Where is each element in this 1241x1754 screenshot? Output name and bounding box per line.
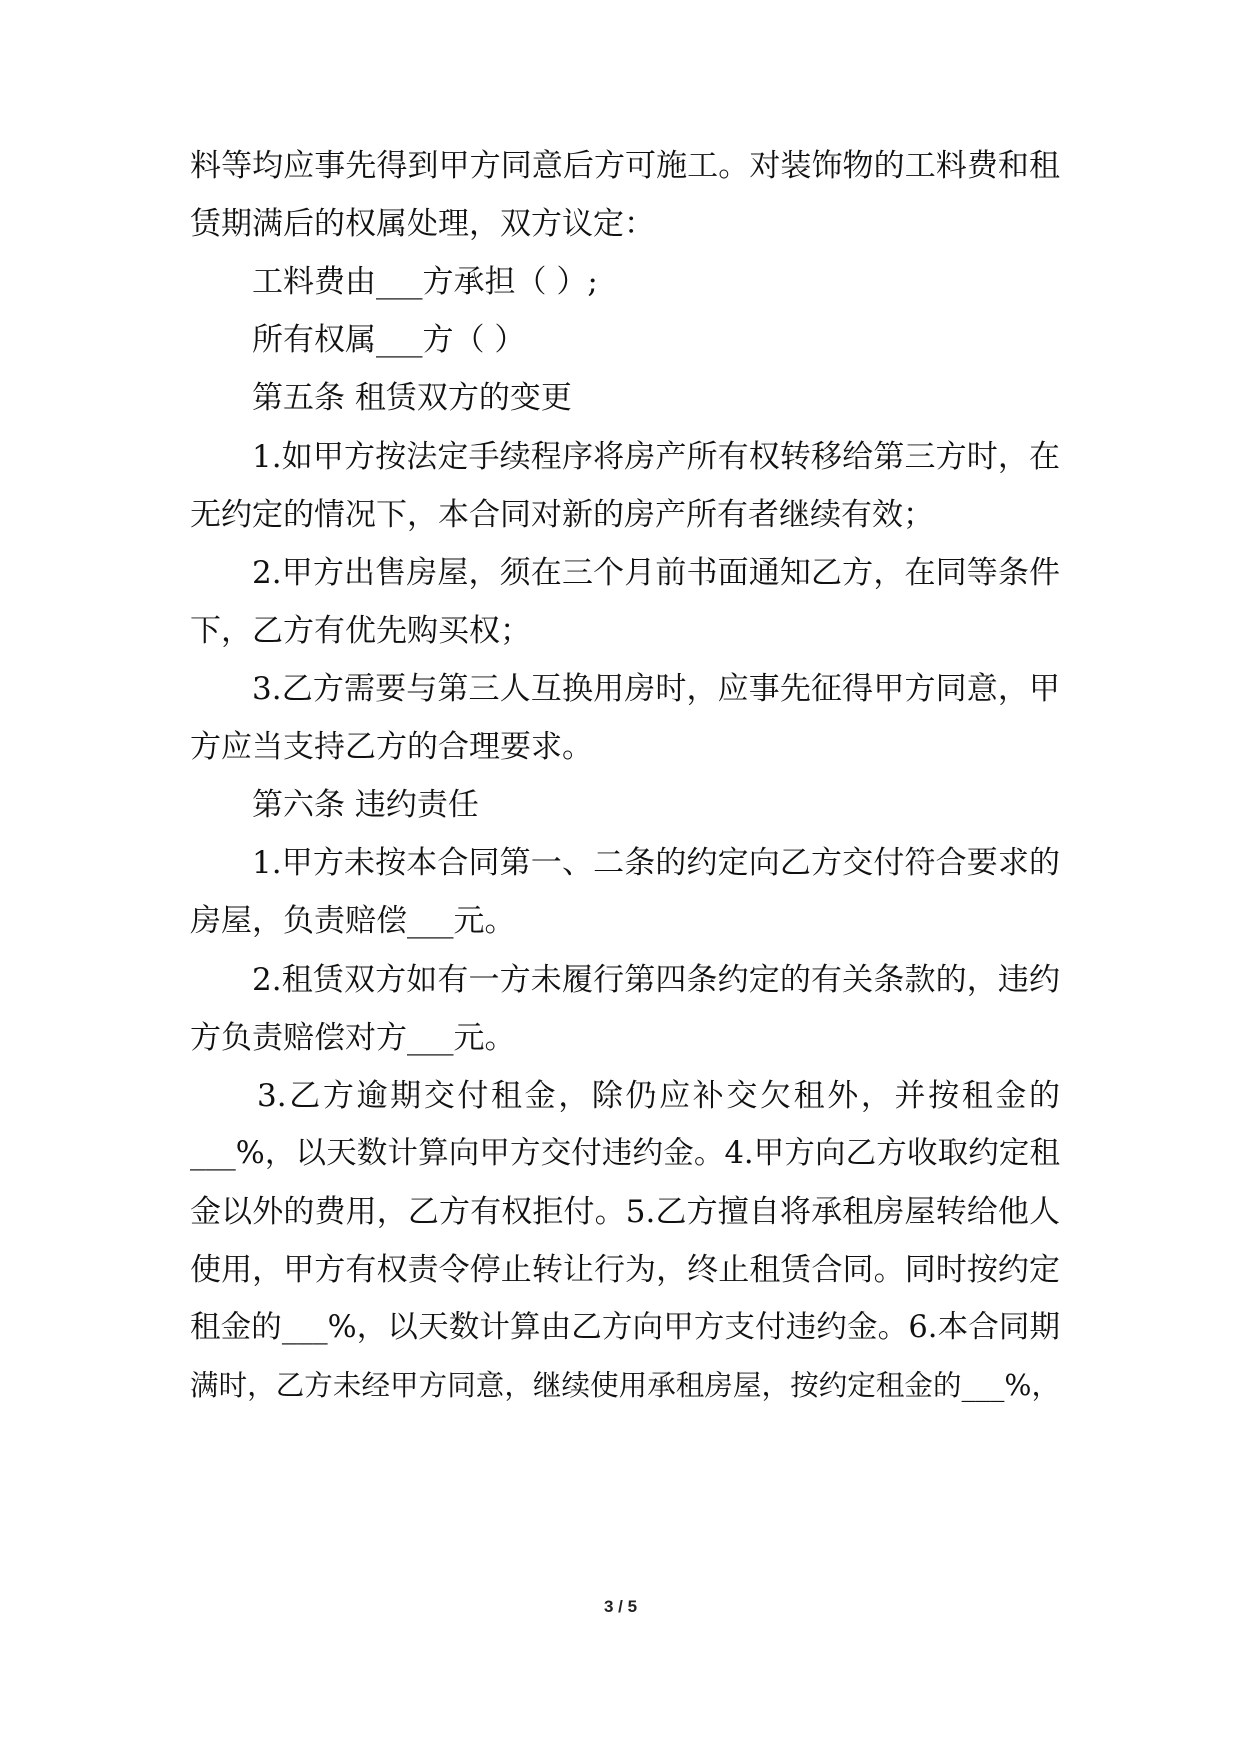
paragraph-line: 金以外的费用，乙方有权拒付。5.乙方擅自将承租房屋转给他人 [190,1194,1060,1230]
section-heading: 第五条 租赁双方的变更 [252,380,572,416]
paragraph-line: 2.甲方出售房屋，须在三个月前书面通知乙方，在同等条件 [252,555,1060,591]
paragraph-line: 1.如甲方按法定手续程序将房产所有权转移给第三方时，在 [252,439,1060,475]
paragraph-line: ___%，以天数计算向甲方交付违约金。4.甲方向乙方收取约定租 [190,1136,1060,1171]
paragraph-line: 1.甲方未按本合同第一、二条的约定向乙方交付符合要求的 [252,845,1060,881]
paragraph-line: 3.乙方需要与第三人互换用房时，应事先征得甲方同意，甲 [252,671,1060,707]
paragraph-line: 工料费由___方承担（ ）; [252,264,598,300]
paragraph-line: 无约定的情况下，本合同对新的房产所有者继续有效； [190,497,934,533]
paragraph-line: 下，乙方有优先购买权； [190,613,531,649]
paragraph-line: 赁期满后的权属处理，双方议定： [190,206,655,242]
page-number: 3 / 5 [603,1597,638,1616]
paragraph-line: 方负责赔偿对方___元。 [190,1020,516,1056]
paragraph-line: 3.乙方逾期交付租金，除仍应补交欠租外，并按租金的 [257,1078,1060,1114]
paragraph-line: 使用，甲方有权责令停止转让行为，终止租赁合同。同时按约定 [190,1252,1060,1288]
paragraph-line: 料等均应事先得到甲方同意后方可施工。对装饰物的工料费和租 [190,148,1060,184]
paragraph-line: 方应当支持乙方的合理要求。 [190,729,593,765]
section-heading: 第六条 违约责任 [252,787,479,823]
paragraph-line: 租金的___%，以天数计算由乙方向甲方支付违约金。6.本合同期 [190,1310,1060,1345]
paragraph-line: 满时，乙方未经甲方同意，继续使用承租房屋，按约定租金的___%， [190,1369,1060,1402]
paragraph-line: 房屋，负责赔偿___元。 [190,903,516,939]
paragraph-line: 所有权属___方（ ） [252,322,526,358]
paragraph-line: 2.租赁双方如有一方未履行第四条约定的有关条款的，违约 [252,962,1060,998]
